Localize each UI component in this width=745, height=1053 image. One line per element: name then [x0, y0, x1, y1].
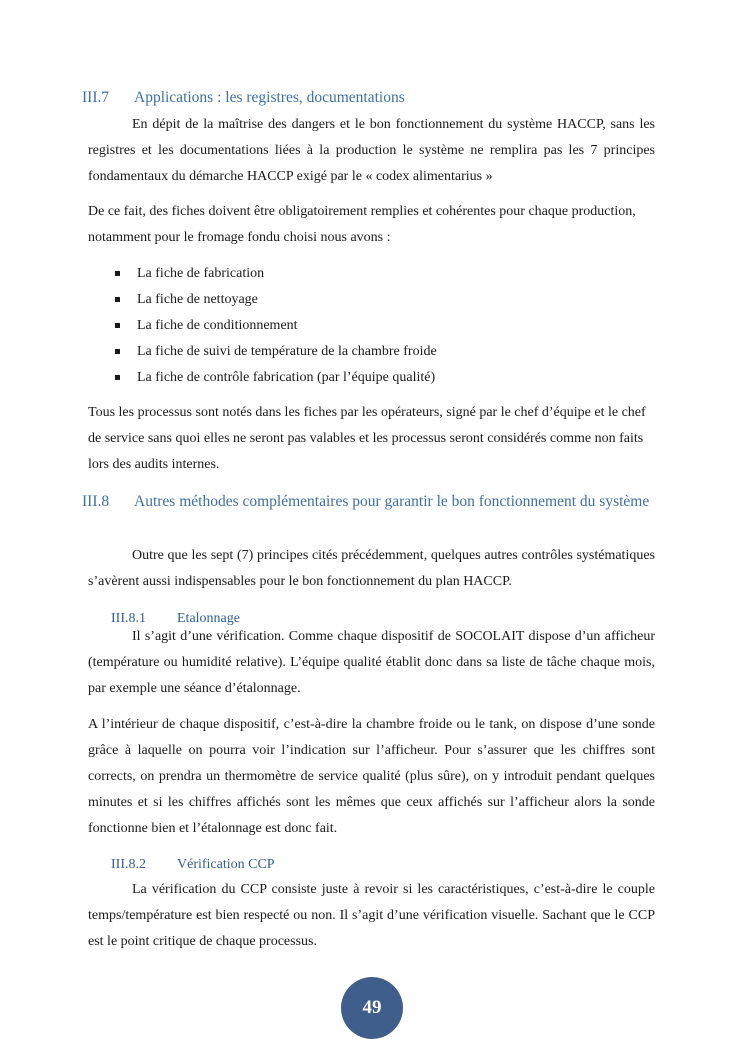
- section-number: III.8: [82, 493, 110, 510]
- paragraph: A l’intérieur de chaque dispositif, c’est-à-dire la chambre froide ou le tank, on dispose d’une sonde grâce à laquelle on pourra voir l’indication sur l’afficheur. Pour s’assurer que les chiffres sont corrects, on prendra un thermomètre de service qualité (plus sûre), on y introduit pendant quelques minutes et si les chiffres affichés sont les mêmes que ceux affichés sur l’afficheur alors la sonde fonctionne bien et l’étalonnage est donc fait.: [88, 717, 655, 836]
- square-bullet-icon: [115, 375, 120, 380]
- page-number-badge: 49: [341, 977, 403, 1039]
- subsection-heading-III-8-2: [111, 855, 651, 875]
- square-bullet-icon: [115, 271, 120, 276]
- paragraph: Outre que les sept (7) principes cités précédemment, quelques autres contrôles systématiques s’avèrent aussi indispensables pour le bon fonctionnement du plan HACCP.: [88, 548, 655, 589]
- subsection-title: Etalonnage: [177, 611, 240, 626]
- list-item: La fiche de nettoyage: [112, 287, 612, 313]
- section-heading-III-8: [82, 488, 662, 516]
- section-title: Autres méthodes complémentaires pour garantir le bon fonctionnement du système: [134, 493, 650, 510]
- paragraph: De ce fait, des fiches doivent être obligatoirement remplies et cohérentes pour chaque production, notamment pour le fromage fondu choisi nous avons :: [88, 204, 636, 245]
- list-item: La fiche de fabrication: [112, 261, 612, 287]
- section-title: Applications : les registres, documentations: [134, 89, 405, 106]
- square-bullet-icon: [115, 323, 120, 328]
- section-number: III.7: [82, 89, 110, 106]
- square-bullet-icon: [115, 297, 120, 302]
- subsection-title: Vérification CCP: [177, 857, 275, 872]
- paragraph: Tous les processus sont notés dans les fiches par les opérateurs, signé par le chef d’équipe et le chef de service sans quoi elles ne seront pas valables et les processus seront considérés comme non faits lors des audits internes.: [88, 405, 646, 472]
- paragraph: En dépit de la maîtrise des dangers et le bon fonctionnement du système HACCP, sans les registres et les documentations liées à la production le système ne remplira pas les 7 principes fondamentaux du démarche HACCP exigé par le « codex alimentarius »: [88, 117, 655, 184]
- subsection-number: III.8.1: [111, 611, 146, 626]
- bullet-list: [112, 261, 612, 391]
- subsection-number: III.8.2: [111, 857, 146, 872]
- paragraph: Il s’agit d’une vérification. Comme chaque dispositif de SOCOLAIT dispose d’un afficheur (température ou humidité relative). L’équipe qualité établit donc dans sa liste de tâche chaque mois, par exemple une séance d’étalonnage.: [88, 629, 655, 696]
- square-bullet-icon: [115, 349, 120, 354]
- list-item: La fiche de suivi de température de la chambre froide: [112, 339, 612, 365]
- paragraph: La vérification du CCP consiste juste à revoir si les caractéristiques, c’est-à-dire le couple temps/température est bien respecté ou non. Il s’agit d’une vérification visuelle. Sachant que le CCP est le point critique de chaque processus.: [88, 882, 655, 949]
- list-item: La fiche de contrôle fabrication (par l’équipe qualité): [112, 365, 612, 391]
- list-item: La fiche de conditionnement: [112, 313, 612, 339]
- section-heading-III-7: [82, 84, 662, 112]
